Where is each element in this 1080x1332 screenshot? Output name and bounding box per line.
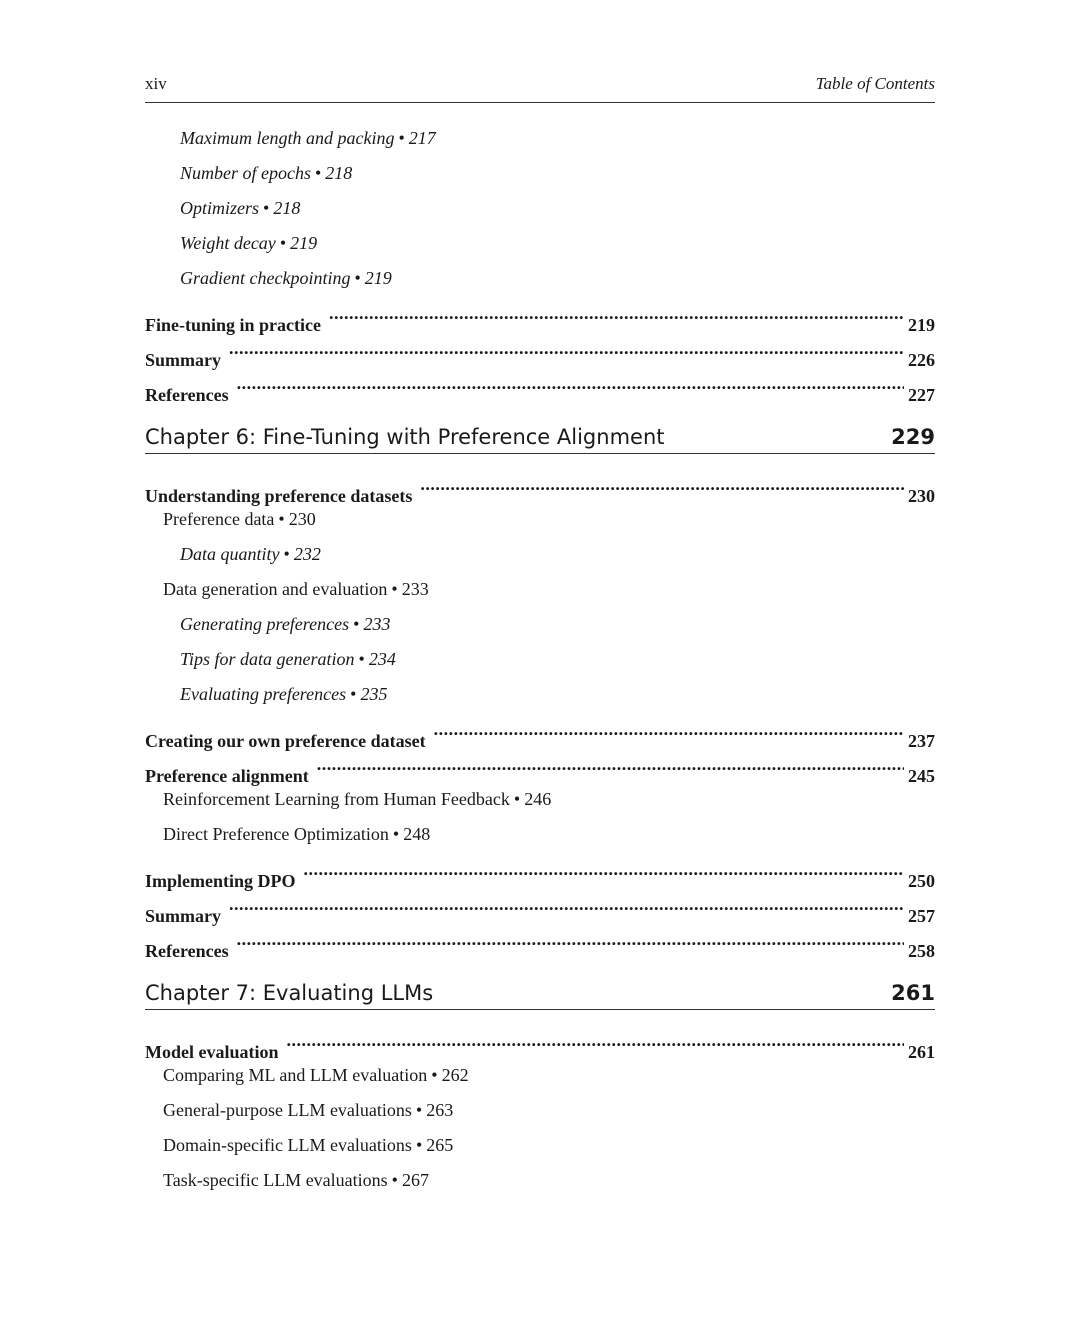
toc-subsubsection[interactable]: Evaluating preferences • 235 (180, 684, 388, 704)
toc-subsection[interactable]: General-purpose LLM evaluations • 263 (163, 1100, 454, 1120)
toc-section[interactable]: Model evaluation ..... 261 (145, 1023, 935, 1058)
toc-section[interactable]: References ..... 227 (145, 366, 935, 401)
toc-subsubsection[interactable]: Data quantity • 232 (180, 544, 321, 564)
chapter6-entries (145, 467, 935, 961)
page-number: xiv (145, 74, 167, 93)
toc-subsubsection[interactable]: Weight decay • 219 (180, 233, 318, 253)
chapter7-entries (145, 1023, 935, 1198)
toc-section[interactable]: Summary ..... 226 (145, 331, 935, 366)
chapter-title: Chapter 7: Evaluating LLMs (145, 981, 434, 1005)
chapter5-continued (145, 121, 935, 405)
toc-section[interactable]: Understanding preference datasets ..... 230 (145, 467, 935, 502)
toc-subsection[interactable]: Task-specific LLM evaluations • 267 (163, 1170, 429, 1190)
running-header (145, 72, 935, 103)
toc-subsubsection[interactable]: Tips for data generation • 234 (180, 649, 396, 669)
chapter-title: Chapter 6: Fine-Tuning with Preference Alignment (145, 425, 665, 449)
toc-section[interactable]: Creating our own preference dataset ..... 237 (145, 712, 935, 747)
toc-subsection[interactable]: Domain-specific LLM evaluations • 265 (163, 1135, 454, 1155)
running-title: Table of Contents (815, 74, 935, 93)
toc-subsection[interactable]: Data generation and evaluation • 233 (163, 579, 429, 599)
toc-subsubsection[interactable]: Gradient checkpointing • 219 (180, 268, 392, 288)
toc-subsection[interactable]: Direct Preference Optimization • 248 (163, 824, 431, 844)
toc-subsection[interactable]: Reinforcement Learning from Human Feedback • 246 (163, 789, 552, 809)
toc-subsubsection[interactable]: Generating preferences • 233 (180, 614, 391, 634)
toc-subsubsection[interactable]: Maximum length and packing • 217 (180, 128, 436, 148)
chapter-page: 261 (891, 981, 935, 1005)
chapter-heading[interactable] (145, 973, 935, 1010)
toc-subsection[interactable]: Comparing ML and LLM evaluation • 262 (163, 1065, 469, 1085)
toc-subsubsection[interactable]: Optimizers • 218 (180, 198, 301, 218)
toc-section[interactable]: Fine-tuning in practice ..... 219 (145, 296, 935, 331)
toc-section[interactable]: References ..... 258 (145, 922, 935, 957)
toc-section[interactable]: Summary ..... 257 (145, 887, 935, 922)
chapter-heading[interactable] (145, 417, 935, 454)
toc-subsubsection[interactable]: Number of epochs • 218 (180, 163, 353, 183)
toc-subsection[interactable]: Preference data • 230 (163, 509, 316, 529)
toc-section[interactable]: Preference alignment ..... 245 (145, 747, 935, 782)
toc-section[interactable]: Implementing DPO ..... 250 (145, 852, 935, 887)
chapter-page: 229 (891, 425, 935, 449)
